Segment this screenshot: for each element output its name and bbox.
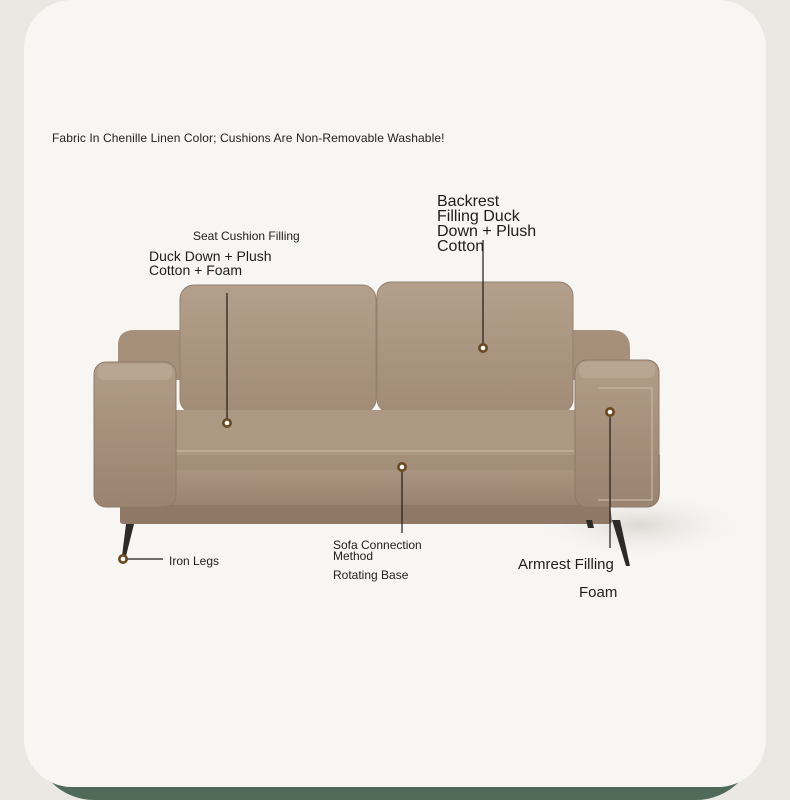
backrest-filling-label: Backrest Filling Duck Down + Plush Cotton (437, 193, 537, 255)
right-back-cushion (377, 282, 573, 413)
iron-legs-label: Iron Legs (169, 554, 220, 568)
left-armrest-top (98, 364, 172, 380)
left-armrest (94, 362, 176, 507)
seat-cushion-filling-title: Seat Cushion Filling (193, 229, 300, 243)
right-armrest-top (579, 362, 655, 378)
callout-marker-icon (222, 418, 232, 428)
callout-marker-icon (605, 407, 615, 417)
callout-marker-icon (118, 554, 128, 564)
callout-marker-icon (397, 462, 407, 472)
armrest-filling-title: Armrest Filling (518, 556, 614, 573)
left-back-cushion (180, 285, 376, 413)
seat-cushion-filling-value: Duck Down + Plush Cotton + Foam (149, 248, 272, 278)
seat-cushion (150, 410, 605, 460)
fabric-headline: Fabric In Chenille Linen Color; Cushions Are Non-Removable Washable! (52, 131, 445, 145)
sofa-connection-value: Rotating Base (333, 568, 409, 582)
sofa-plinth (120, 505, 612, 524)
armrest-filling-value: Foam (579, 584, 618, 601)
seat-front-edge (120, 455, 610, 470)
callout-marker-icon (478, 343, 488, 353)
left-front-leg (122, 524, 134, 556)
sofa-connection-title: Sofa Connection Method (333, 538, 422, 563)
right-armrest (575, 360, 659, 507)
